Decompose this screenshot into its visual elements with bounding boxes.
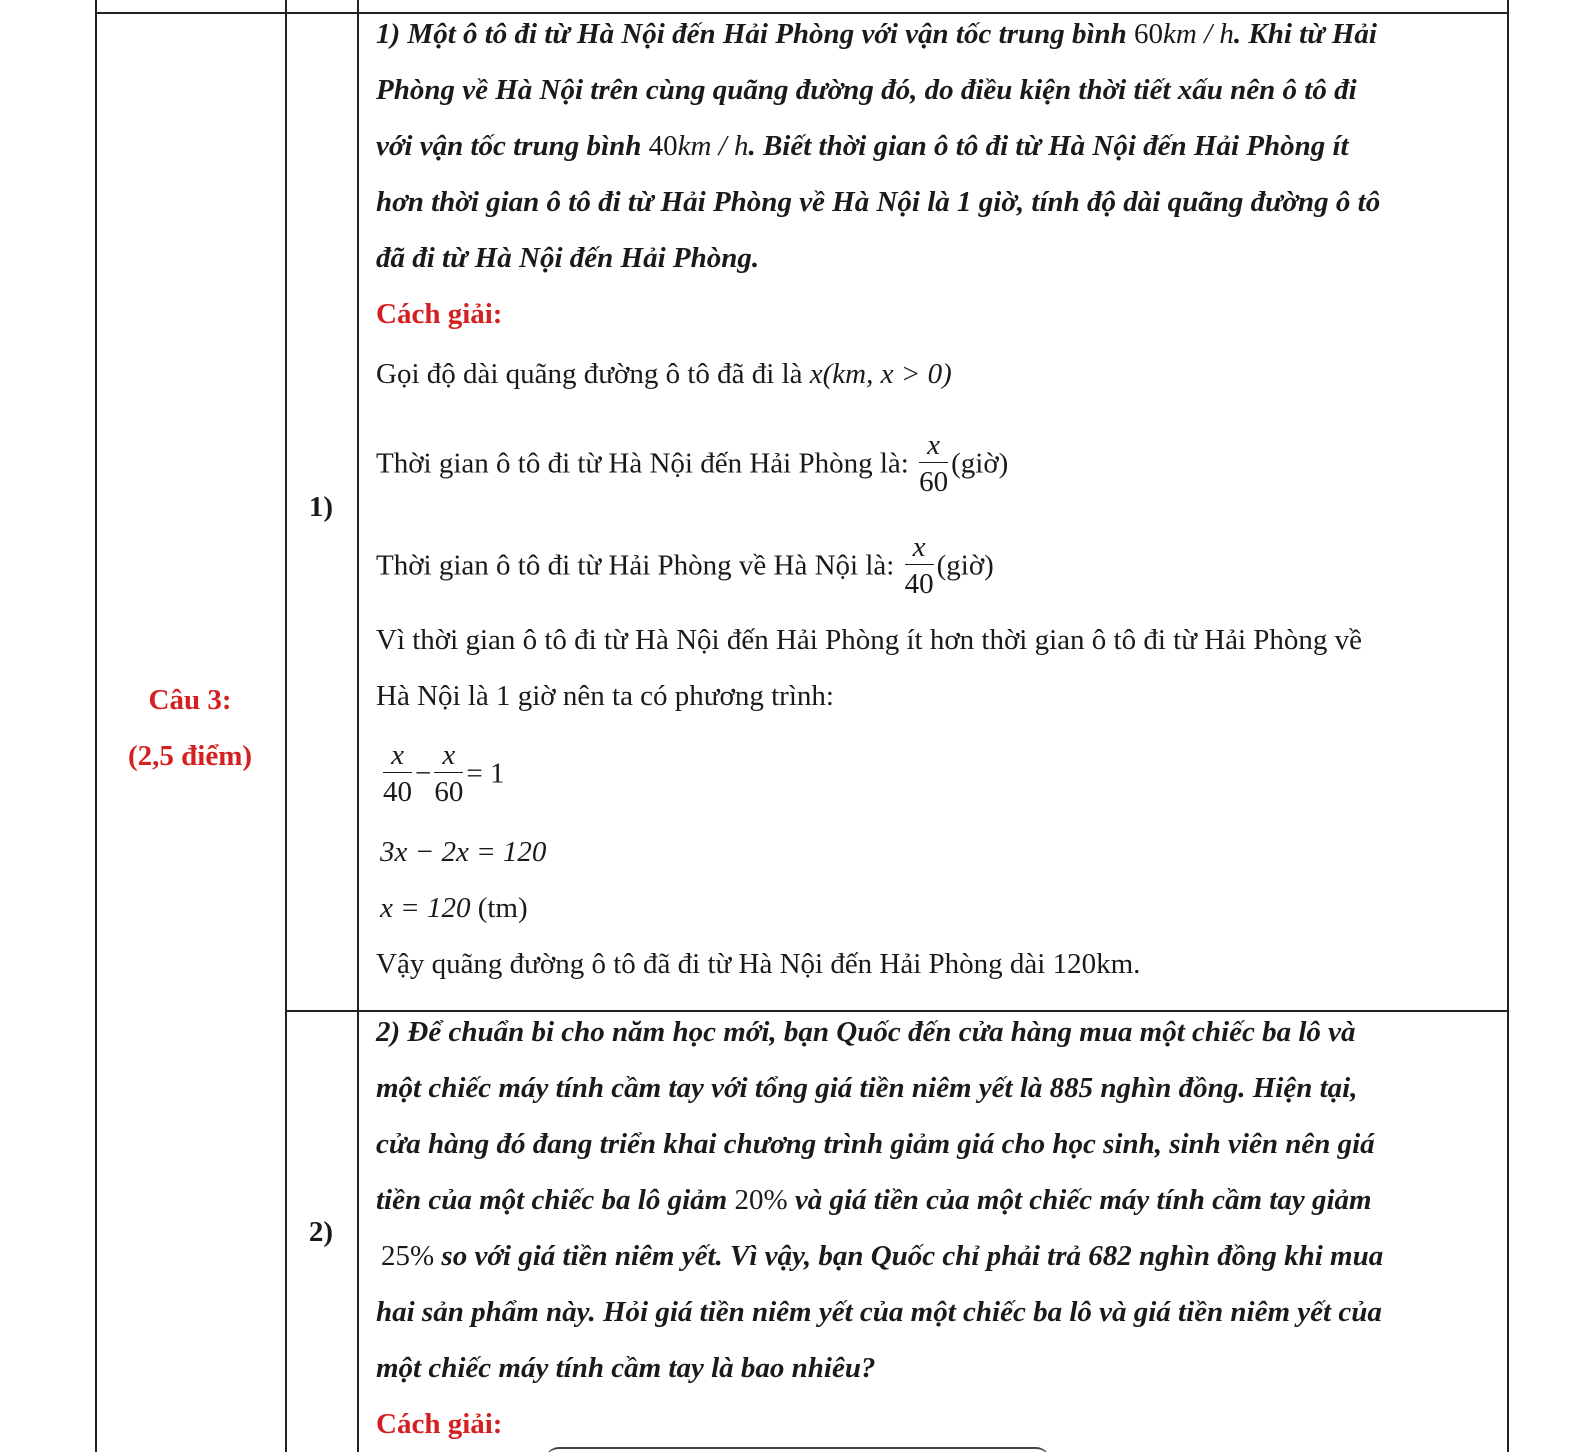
question-label: Câu 3: <box>148 684 232 716</box>
fraction-x-over-40: $\frac{x}{40}$ <box>383 739 412 809</box>
part1-equation: $\frac{x}{40}$ − $\frac{x}{60}$ = 1 <box>383 739 505 809</box>
part2-problem-line-7: một chiếc máy tính cầm tay là bao nhiêu? <box>376 1352 876 1384</box>
table-border-left <box>95 0 97 1452</box>
part1-solution-heading: Cách giải: <box>376 298 503 330</box>
part1-time2: Thời gian ô tô đi từ Hải Phòng về Hà Nội là: $\frac{x}{40}$ (giờ) <box>376 531 994 601</box>
fraction-x-over-60: $\frac{x}{60}$ <box>434 739 464 809</box>
part2-problem-line-3: cửa hàng đó đang triển khai chương trình giảm giá cho học sinh, sinh viên nên giá <box>376 1128 1375 1160</box>
part1-problem-line-3: với vận tốc trung bình 40km / h. Biết thời gian ô tô đi từ Hà Nội đến Hải Phòng ít <box>376 130 1349 162</box>
part1-step-2: x = 120 (tm) <box>380 892 528 924</box>
part2-problem-line-2: một chiếc máy tính cầm tay với tổng giá tiền niêm yết là 885 nghìn đồng. Hiện tại, <box>376 1072 1358 1104</box>
part-separator <box>285 1010 1509 1012</box>
part1-problem-line-2: Phòng về Hà Nội trên cùng quãng đường đó, do điều kiện thời tiết xấu nên ô tô đi <box>376 74 1357 106</box>
fraction-x-over-60: $\frac{x}{60}$ <box>919 429 949 499</box>
part2-number: 2) <box>308 1216 334 1248</box>
cropped-shape-edge <box>545 1447 1050 1452</box>
part1-problem-line-5: đã đi từ Hà Nội đến Hải Phòng. <box>376 242 760 274</box>
question-points: (2,5 điểm) <box>127 740 253 772</box>
part1-time1: Thời gian ô tô đi từ Hà Nội đến Hải Phòng là: $\frac{x}{60}$ (giờ) <box>376 429 1009 499</box>
part1-number: 1) <box>308 491 334 523</box>
part2-problem-line-4: tiền của một chiếc ba lô giảm 20% và giá tiền của một chiếc máy tính cầm tay giảm <box>376 1184 1372 1216</box>
fraction-x-over-40: $\frac{x}{40}$ <box>904 531 934 601</box>
part2-problem-line-6: hai sản phẩm này. Hỏi giá tiền niêm yết của một chiếc ba lô và giá tiền niêm yết của <box>376 1296 1382 1328</box>
part1-problem-line-1: 1) Một ô tô đi từ Hà Nội đến Hải Phòng với vận tốc trung bình 60km / h. Khi từ Hải <box>376 18 1377 50</box>
part1-problem-line-4: hơn thời gian ô tô đi từ Hải Phòng về Hà Nội là 1 giờ, tính độ dài quãng đường ô tô <box>376 186 1381 218</box>
part2-problem-line-5: 25% so với giá tiền niêm yết. Vì vậy, bạn Quốc chỉ phải trả 682 nghìn đồng khi mua <box>381 1240 1384 1272</box>
part2-problem-line-1: 2) Để chuẩn bi cho năm học mới, bạn Quốc đến cửa hàng mua một chiếc ba lô và <box>376 1016 1356 1048</box>
table-border-right <box>1507 0 1509 1452</box>
part1-let-statement: Gọi độ dài quãng đường ô tô đã đi là x(km, x > 0) <box>376 358 952 390</box>
part1-step-1: 3x − 2x = 120 <box>380 836 547 868</box>
part1-reason-line-1: Vì thời gian ô tô đi từ Hà Nội đến Hải Phòng ít hơn thời gian ô tô đi từ Hải Phòng về <box>376 624 1363 656</box>
table-top-border <box>95 12 1509 14</box>
table-divider-part <box>357 0 359 1452</box>
part2-solution-heading: Cách giải: <box>376 1408 503 1440</box>
part1-conclusion: Vậy quãng đường ô tô đã đi từ Hà Nội đến Hải Phòng dài 120km. <box>376 948 1141 980</box>
part1-reason-line-2: Hà Nội là 1 giờ nên ta có phương trình: <box>376 680 834 712</box>
